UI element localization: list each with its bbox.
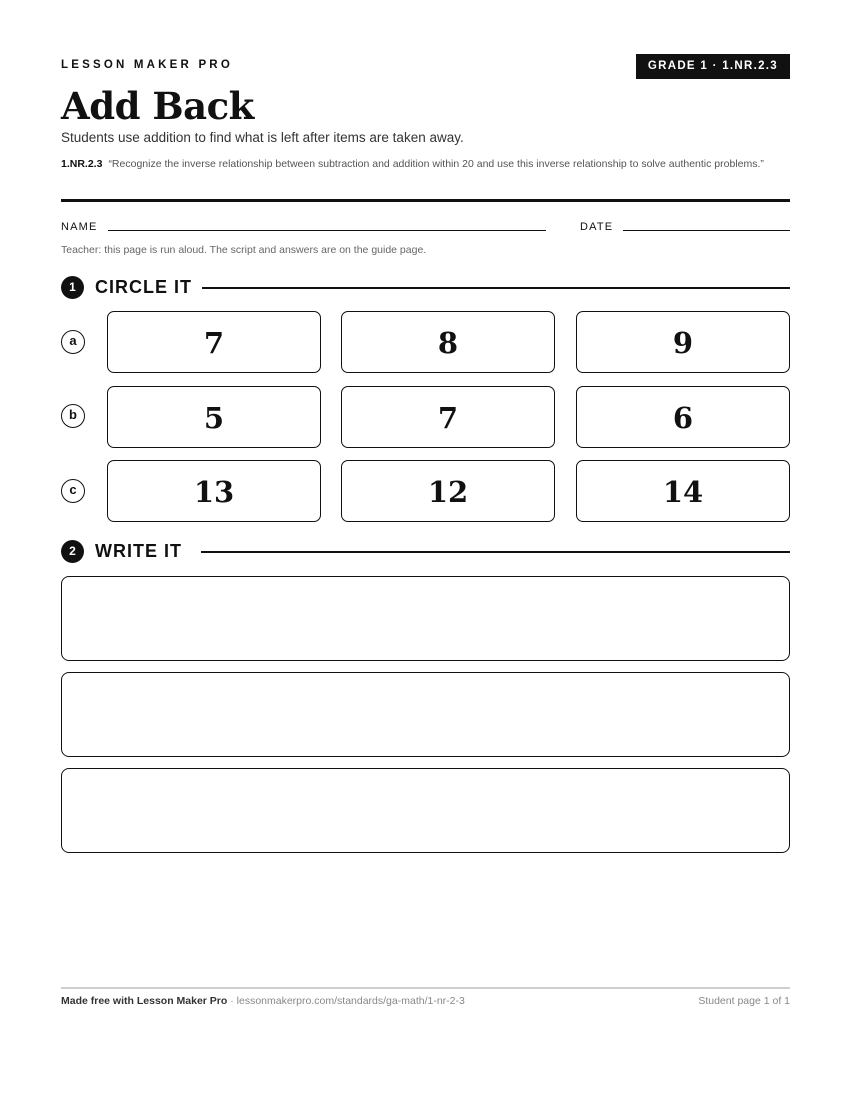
standard-code: 1.NR.2.3 — [61, 158, 103, 170]
choice-b-3[interactable]: 6 — [576, 386, 790, 448]
choice-b-1[interactable]: 5 — [107, 386, 321, 448]
section-write-it-header — [61, 539, 790, 563]
choice-c-2[interactable]: 12 — [341, 460, 555, 522]
grade-badge: GRADE 1 · 1.NR.2.3 — [636, 54, 790, 79]
choice-c-3[interactable]: 14 — [576, 460, 790, 522]
section-rule — [201, 287, 790, 289]
teacher-note: Teacher: this page is run aloud. The script and answers are on the guide page. — [61, 244, 427, 256]
choice-a-1[interactable]: 7 — [107, 311, 321, 373]
section-title: WRITE IT — [95, 539, 192, 563]
name-label: NAME — [61, 221, 98, 233]
row-label-a: a — [61, 330, 85, 354]
footer-url[interactable]: lessonmakerpro.com/standards/ga-math/1-nr-2-3 — [236, 995, 465, 1007]
choice-a-3[interactable]: 9 — [576, 311, 790, 373]
footer-divider — [61, 987, 790, 989]
section-circle-it-header — [61, 275, 790, 299]
choice-a-2[interactable]: 8 — [341, 311, 555, 373]
choice-b-2[interactable]: 7 — [341, 386, 555, 448]
row-label-b: b — [61, 404, 85, 428]
footer-made-with: Made free with Lesson Maker Pro — [61, 995, 228, 1007]
write-box-3[interactable] — [61, 768, 790, 853]
date-label: DATE — [580, 221, 614, 233]
section-rule — [201, 551, 790, 553]
section-number: 1 — [61, 276, 84, 299]
row-label-c: c — [61, 479, 85, 503]
section-number: 2 — [61, 540, 84, 563]
date-field[interactable] — [623, 230, 790, 231]
footer-page-info: Student page 1 of 1 — [698, 995, 790, 1007]
section-title: CIRCLE IT — [95, 275, 202, 299]
page-title: Add Back — [61, 84, 254, 128]
standard-description — [61, 156, 790, 172]
footer-separator: · — [227, 995, 237, 1007]
brand-name: LESSON MAKER PRO — [61, 59, 233, 71]
write-box-1[interactable] — [61, 576, 790, 661]
footer-credit — [61, 995, 465, 1007]
write-box-2[interactable] — [61, 672, 790, 757]
header-divider — [61, 199, 790, 202]
standard-text: “Recognize the inverse relationship between subtraction and addition within 20 and use this inverse relationship to solve authentic problems.” — [108, 158, 764, 170]
worksheet-page — [61, 0, 790, 1100]
page-subtitle: Students use addition to find what is left after items are taken away. — [61, 130, 464, 145]
choice-c-1[interactable]: 13 — [107, 460, 321, 522]
name-field[interactable] — [108, 230, 546, 231]
